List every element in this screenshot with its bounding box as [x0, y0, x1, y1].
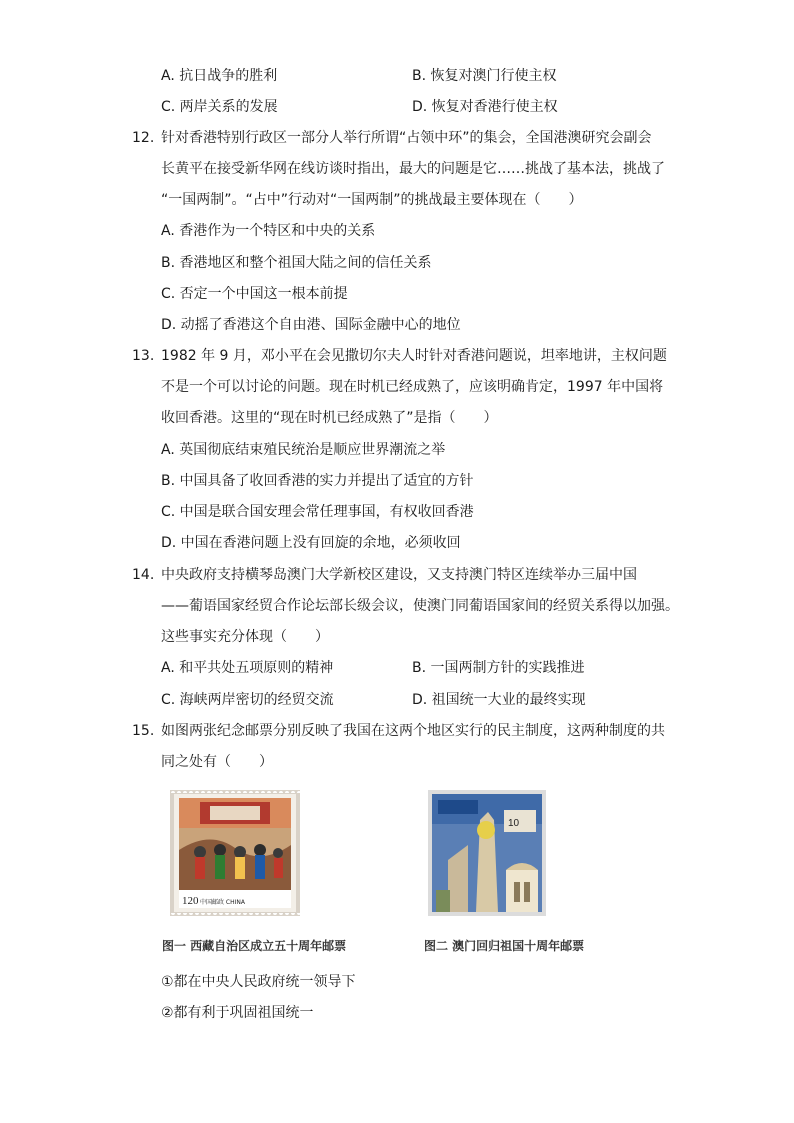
- q13-option-a: A. 英国彻底结束殖民统治是顺应世界潮流之举: [161, 442, 446, 458]
- q14-stem-line1: 中央政府支持横琴岛澳门大学新校区建设，又支持澳门特区连续举办三届中国: [161, 567, 637, 583]
- q13-option-b: B. 中国具备了收回香港的实力并提出了适宜的方针: [161, 473, 474, 489]
- q13-stem-line1: 1982 年 9 月，邓小平在会见撒切尔夫人时针对香港问题说，坦率地讲，主权问题: [161, 348, 667, 364]
- q15-stem-line1: 如图两张纪念邮票分别反映了我国在这两个地区实行的民主制度，这两种制度的共: [161, 723, 665, 739]
- q14-option-d: D. 祖国统一大业的最终实现: [412, 692, 586, 708]
- stamp1-post: 中国邮政 CHINA: [200, 899, 245, 906]
- figure1-caption: 图一 西藏自治区成立五十周年邮票: [162, 939, 347, 953]
- stamp2-value: 10: [508, 818, 520, 829]
- q12-option-d: D. 动摇了香港这个自由港、国际金融中心的地位: [161, 317, 461, 333]
- q11-option-c: C. 两岸关系的发展: [161, 99, 278, 115]
- q12-stem-line2: 长黄平在接受新华网在线访谈时指出，最大的问题是它……挑战了基本法，挑战了: [161, 161, 665, 177]
- macau-stamp-illustration: [428, 790, 546, 916]
- stamp1-value: 120: [182, 895, 199, 907]
- question-number: 15.: [132, 723, 155, 739]
- q15-item1: ①都在中央人民政府统一领导下: [161, 974, 356, 990]
- tibet-stamp-illustration: [170, 790, 300, 916]
- q14-option-c: C. 海峡两岸密切的经贸交流: [161, 692, 334, 708]
- q13-stem-line2: 不是一个可以讨论的问题。现在时机已经成熟了，应该明确肯定，1997 年中国将: [161, 379, 664, 395]
- q14-option-a: A. 和平共处五项原则的精神: [161, 660, 334, 676]
- q13-option-c: C. 中国是联合国安理会常任理事国，有权收回香港: [161, 504, 474, 520]
- q15-item2: ②都有利于巩固祖国统一: [161, 1005, 314, 1021]
- question-number: 12.: [132, 130, 155, 146]
- q12-stem-line3: “一国两制”。“占中”行动对“一国两制”的挑战最主要体现在（ ）: [161, 192, 583, 208]
- q12-stem-line1: 针对香港特别行政区一部分人举行所谓“占领中环”的集会，全国港澳研究会副会: [161, 130, 652, 146]
- q13-stem-line3: 收回香港。这里的“现在时机已经成熟了”是指（ ）: [161, 410, 498, 426]
- q13-option-d: D. 中国在香港问题上没有回旋的余地，必须收回: [161, 535, 461, 551]
- q12-option-b: B. 香港地区和整个祖国大陆之间的信任关系: [161, 255, 432, 271]
- question-number: 14.: [132, 567, 155, 583]
- q15-stem-line2: 同之处有（ ）: [161, 754, 273, 770]
- macau-stamp-image: [428, 790, 546, 916]
- figure2-caption: 图二 澳门回归祖国十周年邮票: [424, 939, 585, 953]
- q12-option-c: C. 否定一个中国这一根本前提: [161, 286, 348, 302]
- q14-stem-line3: 这些事实充分体现（ ）: [161, 629, 329, 645]
- q14-stem-line2: ——葡语国家经贸合作论坛部长级会议，使澳门同葡语国家间的经贸关系得以加强。: [161, 598, 679, 614]
- q11-option-a: A. 抗日战争的胜利: [161, 68, 278, 84]
- q11-option-b: B. 恢复对澳门行使主权: [412, 68, 557, 84]
- q12-option-a: A. 香港作为一个特区和中央的关系: [161, 223, 376, 239]
- q11-option-d: D. 恢复对香港行使主权: [412, 99, 558, 115]
- question-number: 13.: [132, 348, 155, 364]
- tibet-stamp-image: [170, 790, 300, 916]
- q14-option-b: B. 一国两制方针的实践推进: [412, 660, 585, 676]
